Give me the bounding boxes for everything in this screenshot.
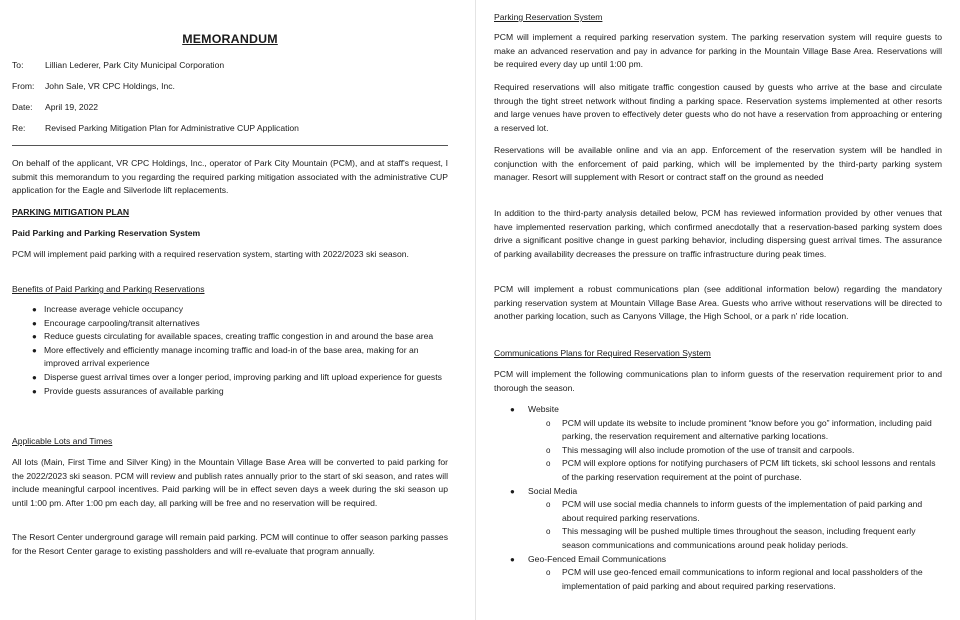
circle-bullet-icon: o xyxy=(546,500,551,510)
benefits-heading: Benefits of Paid Parking and Parking Reservations xyxy=(12,284,205,294)
circle-bullet-icon: o xyxy=(546,527,551,537)
header-key: Re: xyxy=(12,123,26,133)
column-divider xyxy=(475,0,476,620)
list-item-text: Encourage carpooling/transit alternatives xyxy=(44,317,200,328)
circle-bullet-icon: o xyxy=(546,418,551,428)
bullet-icon: ● xyxy=(32,345,37,355)
sub-list-item xyxy=(494,457,942,484)
memo-title: MEMORANDUM xyxy=(182,32,278,46)
header-value: Lillian Lederer, Park City Municipal Corporation xyxy=(45,60,225,70)
bullet-icon: ● xyxy=(32,318,37,328)
communications-intro: PCM will implement the following communications plan to inform guests of the reservation requirement prior to and thorough the season. xyxy=(494,369,942,393)
paid-parking-paragraph: PCM will implement paid parking with a required reservation system, starting with 2022/2023 ski season. xyxy=(12,249,409,259)
lots-heading: Applicable Lots and Times xyxy=(12,436,113,446)
circle-bullet-icon: o xyxy=(546,568,551,578)
plan-heading: PARKING MITIGATION PLAN xyxy=(12,207,130,217)
communications-list xyxy=(494,403,942,593)
bullet-icon: ● xyxy=(32,305,37,314)
header-value: Revised Parking Mitigation Plan for Administrative CUP Application xyxy=(45,123,299,133)
reservation-paragraph-5: PCM will implement a robust communications plan (see additional information below) regarding the mandatory parking reservation system at Mountain Village Base Area. Guests who arrive without reservations will be directed to another parking location, such as Canyons Village, the High School, or a park n' ride location. xyxy=(494,284,942,322)
sub-list-item xyxy=(494,525,942,552)
communications-heading: Communications Plans for Required Reservation System xyxy=(494,348,711,358)
header-date xyxy=(12,101,448,115)
list-item xyxy=(12,385,448,399)
list-item-text: Website xyxy=(528,404,559,414)
benefits-list xyxy=(12,303,448,398)
bullet-icon: ● xyxy=(510,486,515,496)
header-divider xyxy=(12,145,448,146)
list-item-text: Reduce guests circulating for available spaces, creating traffic congestion in and around the base area xyxy=(44,331,434,342)
intro-paragraph: On behalf of the applicant, VR CPC Holdings, Inc., operator of Park City Mountain (PCM), and at staff's request, I submit this memorandum to you regarding the required parking mitigation associated with the administrative CUP application for the Eagle and Silverlode lift replacements. xyxy=(12,158,448,196)
list-item xyxy=(494,403,942,417)
sub-list-item-text: This messaging will also include promotion of the use of transit and carpools. xyxy=(562,444,855,455)
list-item xyxy=(12,344,448,371)
list-item-text: Social Media xyxy=(528,485,578,496)
header-key: Date: xyxy=(12,102,33,112)
header-from xyxy=(12,80,448,94)
header-to xyxy=(12,59,448,73)
reservation-paragraph-2: Required reservations will also mitigate traffic congestion caused by guests who arrive at the base and circulate through the tight street network without finding a parking space. Reservation systems implemented at other resorts and large venues have proven to effectively deter guests who do not have a reservation from approaching or entering a reserved lot. xyxy=(494,82,942,133)
sub-list-item-text: PCM will use geo-fenced email communications to inform regional and local passholders of the implementation of paid parking and about required parking reservations. xyxy=(562,567,923,591)
header-key: To: xyxy=(12,60,24,70)
reservation-heading: Parking Reservation System xyxy=(494,12,603,22)
sub-list-item-text: This messaging will be pushed multiple times throughout the season, including frequent early season communications and communications around peak holiday periods. xyxy=(562,526,916,550)
reservation-paragraph-1: PCM will implement a required parking reservation system. The parking reservation system will require guests to make an advanced reservation and pay in advance for parking in the Mountain Village Base Area. Reservations will be required every day up until 1:00 pm. xyxy=(494,32,942,70)
bullet-icon: ● xyxy=(32,386,37,396)
list-item xyxy=(494,485,942,499)
sub-list-item xyxy=(494,566,942,593)
list-item-text: Increase average vehicle occupancy xyxy=(44,304,184,314)
list-item xyxy=(12,330,448,344)
header-key: From: xyxy=(12,81,35,91)
lots-paragraph: All lots (Main, First Time and Silver King) in the Mountain Village Base Area will be converted to paid parking for the 2022/2023 ski season. PCM will review and publish rates annually prior to the start of ski season, and rates will include meaningful carpool incentives. Paid parking will be in effect seven days a week during the ski season up until 1:00 pm. After 1:00 pm each day, all parking will be free and no reservation will be required. xyxy=(12,457,448,508)
list-item xyxy=(12,371,448,385)
bullet-icon: ● xyxy=(510,405,515,414)
sub-list-item xyxy=(494,417,942,444)
list-item-text: Geo-Fenced Email Communications xyxy=(528,553,667,564)
circle-bullet-icon: o xyxy=(546,459,551,469)
sub-list-item-text: PCM will explore options for notifying purchasers of PCM lift tickets, ski school lessons and rentals of the parking reservation requirement at the point of purchase. xyxy=(562,458,936,482)
header-value: April 19, 2022 xyxy=(45,102,99,112)
reservation-paragraph-4: In addition to the third-party analysis detailed below, PCM has reviewed information provided by other venues that have implemented reservation parking, which confirmed anecdotally that a reservation-based parking system does drive a significant positive change in guest parking behavior, including dispersing guest arrival times. The assurance of parking availability decreases the pressure on traffic infrastructure during peak times. xyxy=(494,208,942,259)
bullet-icon: ● xyxy=(32,332,37,342)
list-item-text: More effectively and efficiently manage incoming traffic and load-in of the base area, making for an improved arrival experience xyxy=(44,344,419,369)
list-item xyxy=(12,303,448,317)
circle-bullet-icon: o xyxy=(546,445,551,455)
bullet-icon: ● xyxy=(32,372,37,382)
sub-list-item-text: PCM will use social media channels to inform guests of the implementation of paid parking and about required parking reservations. xyxy=(562,499,923,523)
header-value: John Sale, VR CPC Holdings, Inc. xyxy=(45,81,175,91)
garage-paragraph: The Resort Center underground garage will remain paid parking. PCM will continue to offer season parking passes for the Resort Center garage to existing passholders and will re-evaluate that program annually. xyxy=(12,532,448,556)
sub-list-item-text: PCM will update its website to include prominent “know before you go” information, including paid parking, the reservation requirement and alternative parking locations. xyxy=(562,417,932,442)
paid-parking-heading: Paid Parking and Parking Reservation System xyxy=(12,228,201,238)
bullet-icon: ● xyxy=(510,554,515,564)
list-item xyxy=(494,553,942,567)
list-item-text: Provide guests assurances of available parking xyxy=(44,385,224,396)
list-item-text: Disperse guest arrival times over a longer period, improving parking and lift upload experience for guests xyxy=(44,371,442,382)
sub-list-item xyxy=(494,444,942,458)
list-item xyxy=(12,317,448,331)
sub-list-item xyxy=(494,498,942,525)
header-re xyxy=(12,122,448,136)
reservation-paragraph-3: Reservations will be available online and via an app. Enforcement of the reservation system will be handled in conjunction with the enforcement of paid parking, which will be implemented by the third-party parking system manager. Resort will supplement with Resort or contract staff on the ground as needed xyxy=(494,145,942,183)
